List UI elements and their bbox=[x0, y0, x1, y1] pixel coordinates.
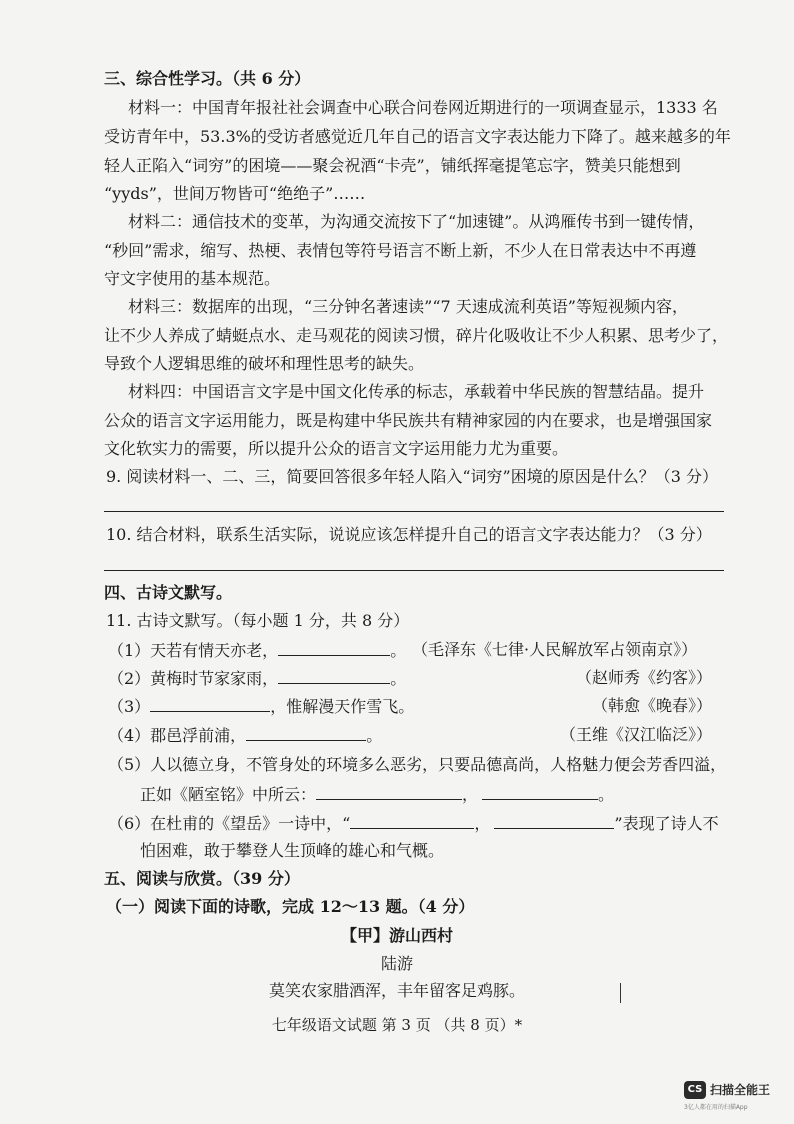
recite-item-5-period: 。 bbox=[598, 785, 615, 804]
blank-3[interactable] bbox=[150, 695, 270, 712]
section3-heading: 三、综合性学习。（共 6 分） bbox=[104, 69, 311, 88]
recite-item-1-suffix: 。 bbox=[390, 641, 407, 660]
blank-4[interactable] bbox=[246, 724, 366, 741]
material1-line4: “yyds”，世间万物皆可“绝绝子”…… bbox=[104, 184, 366, 203]
answer-line-q9[interactable] bbox=[104, 511, 724, 512]
recite-item-2-prefix: （2）黄梅时节家家雨， bbox=[108, 669, 279, 688]
scanner-tagline: 3亿人都在用的扫描App bbox=[684, 1104, 748, 1111]
material1-line1: 材料一：中国青年报社社会调查中心联合问卷网近期进行的一项调查显示，1333 名 bbox=[128, 98, 718, 117]
recite-item-2 bbox=[108, 667, 406, 690]
recite-item-1-source: （毛泽东《七律·人民解放军占领南京》） bbox=[412, 640, 698, 659]
material4-line3: 文化软实力的需要，所以提升公众的语言文字运用能力尤为重要。 bbox=[104, 439, 569, 458]
section5-sub1: （一）阅读下面的诗歌，完成 12～13 题。（4 分） bbox=[106, 897, 475, 916]
recite-item-5-line2 bbox=[140, 783, 614, 806]
recite-item-3-suffix: ，惟解漫天作雪飞。 bbox=[270, 697, 415, 716]
page-footer: 七年级语文试题 第 3 页 （共 8 页）* bbox=[271, 1016, 523, 1034]
recite-item-2-suffix: 。 bbox=[390, 669, 407, 688]
recite-item-6-suffix: ”表现了诗人不 bbox=[614, 814, 719, 833]
recite-item-1 bbox=[108, 639, 406, 662]
recite-item-2-source: （赵师秀《约客》） bbox=[576, 668, 713, 687]
recite-item-5-comma: ， bbox=[462, 785, 479, 804]
section4-heading: 四、古诗文默写。 bbox=[104, 583, 233, 602]
recite-item-6-line2: 怕困难，敢于攀登人生顶峰的雄心和气概。 bbox=[140, 841, 445, 860]
material3-line3: 导致个人逻辑思维的破坏和理性思考的缺失。 bbox=[104, 354, 425, 373]
recite-item-1-prefix: （1）天若有情天亦老， bbox=[108, 641, 279, 660]
blank-2[interactable] bbox=[278, 667, 390, 684]
material4-line1: 材料四：中国语言文字是中国文化传承的标志，承载着中华民族的智慧结晶。提升 bbox=[128, 382, 705, 401]
material4-line2: 公众的语言文字运用能力，既是构建中华民族共有精神家园的内在要求，也是增强国家 bbox=[104, 411, 713, 430]
question-9: 9. 阅读材料一、二、三，简要回答很多年轻人陷入“词穷”困境的原因是什么？（3 分） bbox=[106, 467, 718, 486]
recite-item-4 bbox=[108, 724, 382, 747]
recite-item-3-source: （韩愈《晚春》） bbox=[592, 696, 713, 715]
question-10: 10. 结合材料，联系生活实际，说说应该怎样提升自己的语言文字表达能力？（3 分） bbox=[106, 525, 712, 544]
recite-item-4-suffix: 。 bbox=[366, 726, 383, 745]
recite-item-3 bbox=[108, 695, 414, 718]
blank-5a[interactable] bbox=[316, 783, 462, 800]
material3-line2: 让不少人养成了蜻蜓点水、走马观花的阅读习惯，碎片化吸收让不少人积累、思考少了， bbox=[104, 326, 729, 345]
recite-item-6-line1 bbox=[108, 812, 719, 835]
material2-line3: 守文字使用的基本规范。 bbox=[104, 269, 281, 288]
scan-mark bbox=[620, 983, 621, 1003]
poem-title: 【甲】游山西村 bbox=[340, 926, 453, 945]
blank-6b[interactable] bbox=[494, 812, 614, 829]
poem-line-1: 莫笑农家腊酒浑，丰年留客足鸡豚。 bbox=[268, 981, 525, 1000]
blank-6a[interactable] bbox=[350, 812, 474, 829]
scanner-watermark bbox=[684, 1079, 784, 1119]
recite-item-6-comma: ， bbox=[474, 814, 491, 833]
material1-line3: 轻人正陷入“词穷”的困境——聚会祝酒“卡壳”，铺纸挥毫提笔忘字，赞美只能想到 bbox=[104, 156, 681, 175]
scanner-name: 扫描全能王 bbox=[710, 1083, 771, 1097]
recite-item-4-source: （王维《汉江临泛》） bbox=[560, 725, 713, 744]
recite-item-4-prefix: （4）郡邑浮前浦， bbox=[108, 726, 247, 745]
material2-line2: “秒回”需求，缩写、热梗、表情包等符号语言不断上新，不少人在日常表达中不再遵 bbox=[104, 241, 697, 260]
recite-item-3-prefix: （3） bbox=[108, 697, 151, 716]
material1-line2: 受访青年中，53.3%的受访者感觉近几年自己的语言文字表达能力下降了。越来越多的年 bbox=[104, 127, 731, 146]
section5-heading: 五、阅读与欣赏。（39 分） bbox=[104, 869, 300, 888]
recite-item-5-prefix: 正如《陋室铭》中所云： bbox=[140, 785, 317, 804]
recite-item-5-line1: （5）人以德立身，不管身处的环境多么恶劣，只要品德高尚，人格魅力便会芳香四溢， bbox=[108, 755, 727, 774]
poem-author: 陆游 bbox=[380, 954, 413, 973]
blank-5b[interactable] bbox=[482, 783, 598, 800]
recite-item-6-prefix: （6）在杜甫的《望岳》一诗中，“ bbox=[108, 814, 351, 833]
answer-line-q10[interactable] bbox=[104, 570, 724, 571]
material2-line1: 材料二：通信技术的变革，为沟通交流按下了“加速键”。从鸿雁传书到一键传情， bbox=[128, 212, 705, 231]
blank-1[interactable] bbox=[278, 639, 390, 656]
scanner-logo-icon: CS bbox=[684, 1081, 706, 1099]
material3-line1: 材料三：数据库的出现，“三分钟名著速读”“7 天速成流利英语”等短视频内容， bbox=[128, 297, 688, 316]
question-11: 11. 古诗文默写。（每小题 1 分，共 8 分） bbox=[106, 611, 410, 630]
